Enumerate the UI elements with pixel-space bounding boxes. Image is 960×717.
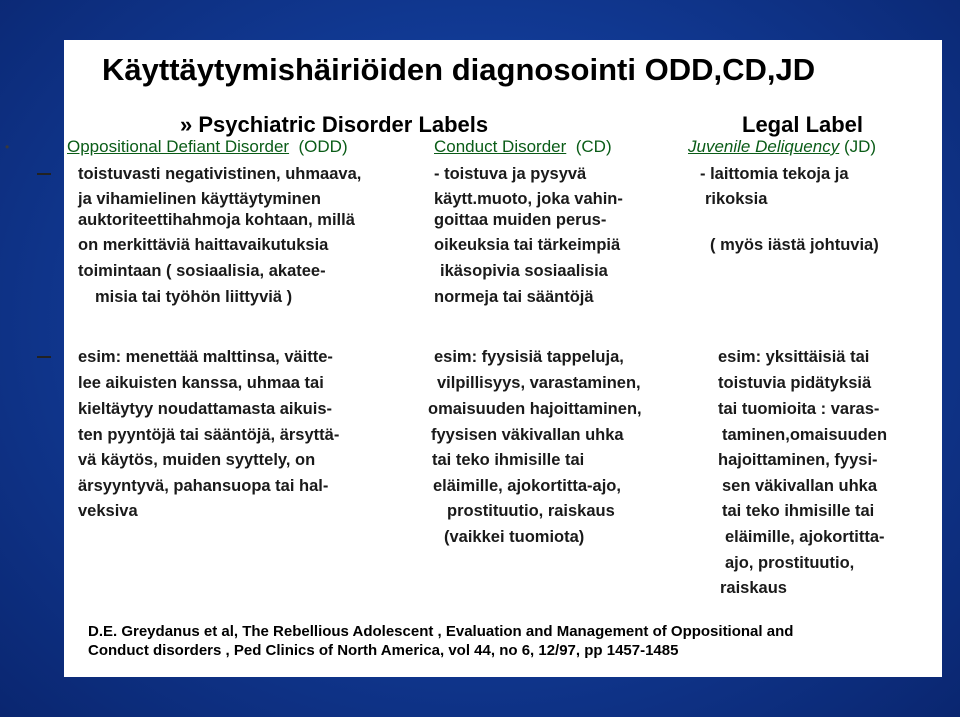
cd-def-line: oikeuksia tai tärkeimpiä: [434, 236, 621, 254]
cd-example-line: fyysisen väkivallan uhka: [431, 426, 624, 444]
legal-label-heading: Legal Label: [742, 112, 864, 137]
odd-def-line: toimintaan ( sosiaalisia, akatee-: [78, 262, 326, 280]
cd-example-line: eläimille, ajokortitta-ajo,: [433, 477, 621, 495]
cd-def-line: - toistuva ja pysyvä: [434, 165, 587, 183]
cd-def-line: normeja tai sääntöjä: [434, 288, 594, 306]
jd-header-abbr: (JD): [843, 137, 877, 156]
jd-def-line: - laittomia tekoja ja: [700, 165, 849, 183]
cd-header-name: Conduct Disorder: [434, 137, 567, 156]
odd-example-line: lee aikuisten kanssa, uhmaa tai: [78, 374, 324, 392]
cd-example-line: omaisuuden hajoittaminen,: [428, 400, 642, 418]
cd-example-line: tai teko ihmisille tai: [432, 451, 585, 469]
reference-line: Conduct disorders , Ped Clinics of North America, vol 44, no 6, 12/97, pp 1457-1485: [88, 642, 679, 659]
jd-def-line: rikoksia: [705, 190, 768, 208]
cd-example-line: (vaikkei tuomiota): [444, 528, 585, 546]
odd-example-line: kieltäytyy noudattamasta aikuis-: [78, 400, 333, 418]
bullet-icon: •: [5, 140, 10, 154]
jd-example-line: eläimille, ajokortitta-: [725, 528, 885, 546]
cd-header-abbr: (CD): [575, 137, 612, 156]
odd-example-line: vä käytös, muiden syyttely, on: [78, 451, 316, 469]
cd-def-line: ikäsopivia sosiaalisia: [440, 262, 608, 280]
cd-example-line: prostituutio, raiskaus: [447, 502, 615, 520]
odd-example-line: veksiva: [78, 502, 138, 520]
jd-example-line: toistuvia pidätyksiä: [718, 374, 872, 392]
jd-header: [688, 137, 876, 157]
cd-example-line: vilpillisyys, varastaminen,: [437, 374, 641, 392]
cd-header: [434, 137, 612, 157]
jd-example-line: tai teko ihmisille tai: [722, 502, 875, 520]
odd-def-line: ja vihamielinen käyttäytyminen: [78, 190, 322, 208]
cd-example-line: esim: fyysisiä tappeluja,: [434, 348, 624, 366]
odd-def-line: misia tai työhön liittyviä ): [95, 288, 293, 306]
jd-example-line: taminen,omaisuuden: [722, 426, 888, 444]
cd-def-line: käytt.muoto, joka vahin-: [434, 190, 623, 208]
odd-header-abbr: (ODD): [298, 137, 348, 156]
dash-marker: [37, 173, 51, 175]
cd-def-line: goittaa muiden perus-: [434, 211, 607, 229]
reference-line: D.E. Greydanus et al, The Rebellious Adolescent , Evaluation and Management of Oppositional and: [88, 623, 794, 640]
jd-example-line: ajo, prostituutio,: [725, 554, 855, 572]
dash-marker: [37, 356, 51, 358]
jd-example-line: tai tuomioita : varas-: [718, 400, 880, 418]
odd-def-line: on merkittäviä haittavaikutuksia: [78, 236, 329, 254]
odd-def-line: toistuvasti negativistinen, uhmaava,: [78, 165, 362, 183]
jd-example-line: hajoittaminen, fyysi-: [718, 451, 878, 469]
page-title: Käyttäytymishäiriöiden diagnosointi ODD,CD,JD: [102, 52, 816, 87]
odd-header-name: Oppositional Defiant Disorder: [67, 137, 290, 156]
jd-example-line: raiskaus: [720, 579, 787, 597]
odd-header: [67, 137, 348, 157]
jd-example-line: esim: yksittäisiä tai: [718, 348, 870, 366]
psychiatric-labels-heading: » Psychiatric Disorder Labels: [180, 112, 489, 137]
odd-example-line: ten pyyntöjä tai sääntöjä, ärsyttä-: [78, 426, 340, 444]
jd-header-name: Juvenile Deliquency: [688, 137, 840, 156]
odd-example-line: esim: menettää malttinsa, väitte-: [78, 348, 333, 366]
odd-def-line: auktoriteettihahmoja kohtaan, millä: [78, 211, 355, 229]
jd-example-line: sen väkivallan uhka: [722, 477, 878, 495]
odd-example-line: ärsyyntyvä, pahansuopa tai hal-: [78, 477, 329, 495]
jd-def-line: ( myös iästä johtuvia): [710, 236, 879, 254]
